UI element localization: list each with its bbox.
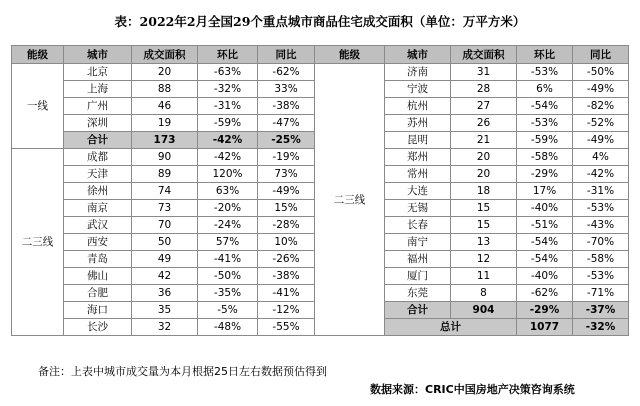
area-cell: 31 [451,64,517,81]
yoy-cell: 33% [258,81,315,98]
mom-cell: 57% [198,234,258,251]
tier23-total-yoy: -37% [573,302,629,319]
mom-cell: -54% [517,251,573,268]
mom-cell: -40% [517,268,573,285]
area-cell: 27 [451,98,517,115]
yoy-cell: -12% [258,302,315,319]
mom-cell: -50% [198,268,258,285]
area-cell: 26 [451,115,517,132]
city-cell: 杭州 [385,98,451,115]
tier1-total-yoy: -25% [258,132,315,149]
mom-cell: -62% [517,285,573,302]
yoy-cell: -62% [258,64,315,81]
area-cell: 15 [451,217,517,234]
city-cell: 武汉 [64,217,132,234]
area-cell: 35 [132,302,198,319]
mom-cell: -53% [517,64,573,81]
yoy-cell: -26% [258,251,315,268]
mom-cell: -32% [198,81,258,98]
grand-total-area: 1077 [517,319,573,336]
header-row [12,46,629,64]
yoy-cell: -70% [573,234,629,251]
mom-cell: 63% [198,183,258,200]
area-cell: 32 [132,319,198,336]
mom-cell: -53% [517,115,573,132]
mom-cell: -63% [198,64,258,81]
yoy-cell: 73% [258,166,315,183]
yoy-cell: -82% [573,98,629,115]
yoy-cell: -28% [258,217,315,234]
city-cell: 佛山 [64,268,132,285]
mom-cell: -35% [198,285,258,302]
city-cell: 天津 [64,166,132,183]
yoy-cell: -52% [573,115,629,132]
mom-cell: -24% [198,217,258,234]
area-cell: 90 [132,149,198,166]
yoy-cell: -49% [573,132,629,149]
city-cell: 常州 [385,166,451,183]
tier23-total-label: 合计 [385,302,451,319]
tier23-total-mom: -29% [517,302,573,319]
data-source: 数据来源：CRIC中国房地产决策咨询系统 [370,383,575,396]
header-city: 城市 [64,46,132,64]
mom-cell: -51% [517,217,573,234]
grand-total-mom: -32% [573,319,629,336]
city-cell: 深圳 [64,115,132,132]
yoy-cell: -50% [573,64,629,81]
table-title: 表：2022年2月全国29个重点城市商品住宅成交面积（单位：万平方米） [114,14,526,29]
area-cell: 18 [451,183,517,200]
mom-cell: -29% [517,166,573,183]
header-yoy: 同比 [258,46,315,64]
yoy-cell: -55% [258,319,315,336]
area-cell: 20 [451,166,517,183]
yoy-cell: 4% [573,149,629,166]
yoy-cell: -38% [258,268,315,285]
city-cell: 徐州 [64,183,132,200]
city-cell: 东莞 [385,285,451,302]
yoy-cell: -38% [258,98,315,115]
header-mom: 环比 [517,46,573,64]
yoy-cell: -19% [258,149,315,166]
city-cell: 南京 [64,200,132,217]
yoy-cell: 10% [258,234,315,251]
city-cell: 广州 [64,98,132,115]
tier23-total-area: 904 [451,302,517,319]
city-cell: 郑州 [385,149,451,166]
yoy-cell: -49% [258,183,315,200]
city-cell: 大连 [385,183,451,200]
yoy-cell: -49% [573,81,629,98]
yoy-cell: -47% [258,115,315,132]
yoy-cell: -31% [573,183,629,200]
header-tier: 能级 [12,46,64,64]
yoy-cell: -41% [258,285,315,302]
mom-cell: -40% [517,200,573,217]
city-cell: 合肥 [64,285,132,302]
city-cell: 上海 [64,81,132,98]
city-cell: 南宁 [385,234,451,251]
city-cell: 苏州 [385,115,451,132]
header-yoy: 同比 [573,46,629,64]
city-cell: 厦门 [385,268,451,285]
area-cell: 89 [132,166,198,183]
area-cell: 46 [132,98,198,115]
area-cell: 15 [451,200,517,217]
tier1-total-mom: -42% [198,132,258,149]
tier1-total-area: 173 [132,132,198,149]
footnote: 备注：上表中城市成交量为本月根据25日左右数据预估得到 [38,365,327,378]
area-cell: 70 [132,217,198,234]
area-cell: 49 [132,251,198,268]
city-cell: 济南 [385,64,451,81]
mom-cell: -48% [198,319,258,336]
yoy-cell: -53% [573,200,629,217]
mom-cell: -41% [198,251,258,268]
city-cell: 海口 [64,302,132,319]
tier-label: 二三线 [12,149,64,336]
mom-cell: -31% [198,98,258,115]
area-cell: 50 [132,234,198,251]
area-cell: 20 [451,149,517,166]
header-mom: 环比 [198,46,258,64]
area-cell: 8 [451,285,517,302]
city-cell: 成都 [64,149,132,166]
city-cell: 福州 [385,251,451,268]
city-cell: 宁波 [385,81,451,98]
mom-cell: -59% [517,132,573,149]
housing-transaction-table [11,45,629,336]
mom-cell: -5% [198,302,258,319]
area-cell: 74 [132,183,198,200]
area-cell: 42 [132,268,198,285]
yoy-cell: -58% [573,251,629,268]
city-cell: 无锡 [385,200,451,217]
yoy-cell: 15% [258,200,315,217]
grand-total-label: 总计 [385,319,517,336]
city-cell: 长春 [385,217,451,234]
city-cell: 西安 [64,234,132,251]
header-area: 成交面积 [132,46,198,64]
yoy-cell: -43% [573,217,629,234]
yoy-cell: -42% [573,166,629,183]
area-cell: 12 [451,251,517,268]
mom-cell: 120% [198,166,258,183]
area-cell: 21 [451,132,517,149]
mom-cell: -42% [198,149,258,166]
mom-cell: -58% [517,149,573,166]
mom-cell: 6% [517,81,573,98]
yoy-cell: -53% [573,268,629,285]
mom-cell: -59% [198,115,258,132]
area-cell: 19 [132,115,198,132]
city-cell: 北京 [64,64,132,81]
mom-cell: -20% [198,200,258,217]
header-city: 城市 [385,46,451,64]
table-row [12,64,629,81]
tier-label: 一线 [12,64,64,149]
city-cell: 青岛 [64,251,132,268]
mom-cell: -54% [517,98,573,115]
mom-cell: 17% [517,183,573,200]
city-cell: 昆明 [385,132,451,149]
tier-label: 二三线 [315,64,385,336]
area-cell: 73 [132,200,198,217]
area-cell: 20 [132,64,198,81]
header-area: 成交面积 [451,46,517,64]
tier1-total-label: 合计 [64,132,132,149]
header-tier: 能级 [315,46,385,64]
yoy-cell: -71% [573,285,629,302]
area-cell: 11 [451,268,517,285]
area-cell: 88 [132,81,198,98]
area-cell: 36 [132,285,198,302]
mom-cell: -54% [517,234,573,251]
city-cell: 长沙 [64,319,132,336]
area-cell: 13 [451,234,517,251]
area-cell: 28 [451,81,517,98]
